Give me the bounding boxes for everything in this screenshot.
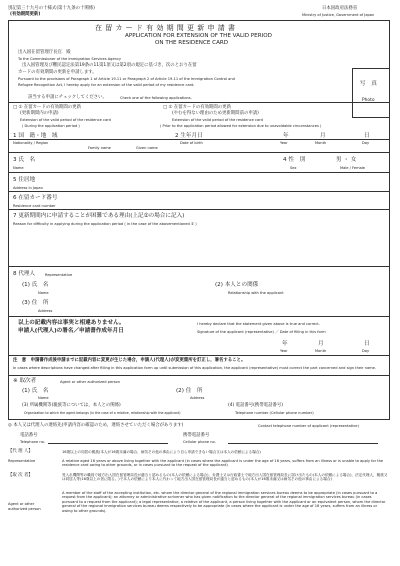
check-instruction-en: Check one of the following applications. xyxy=(120,96,192,100)
cell-label: 携帯電話番号 xyxy=(183,433,210,438)
rep-name-label: (1) 氏 名 xyxy=(22,282,49,288)
divider xyxy=(8,316,390,317)
rep-note-label: 【代 理 人】 xyxy=(8,449,33,454)
intro-ja-2: カードの有効期間の更新を申請します。 xyxy=(18,70,97,75)
declaration-ja: 以上の記載内容は事実と相違ありません。 xyxy=(18,320,125,326)
rep-note-en: A relative aged 16 years or above living together with the applicant (in cases where the applicant is under the age of 16 years, suffers from an illness or is unable to apply for the residence card owing to other grounds, or in cases pursuant to the request of the applicant) xyxy=(62,459,384,468)
form-title-en-2: ON THE RESIDENCE CARD xyxy=(155,40,229,46)
address-label: 5 住居地 xyxy=(13,177,36,183)
dob-month-en: Month xyxy=(315,141,327,145)
agent-org-label: (3) 所属機関等(親族等については，本人との関係) xyxy=(22,403,121,408)
tel-label-en: Telephone no. xyxy=(20,440,45,444)
nationality-label: 1 国 籍・地 域 xyxy=(13,133,58,139)
option-1[interactable]: □ ① 在留カードの有効期間の更新 xyxy=(13,105,81,110)
cell-label-en: Cellular phone no. xyxy=(183,440,216,444)
agent-address-label-en: Address xyxy=(190,396,205,400)
agent-title: ※ 取次者 xyxy=(13,378,37,384)
reason-label-en: Reason for difficulty in applying during the application period ( in the case of the abovementioned ② ) xyxy=(13,222,197,226)
divider xyxy=(8,355,390,356)
divider xyxy=(8,152,390,153)
agent-note-label: 【取 次 者】 xyxy=(8,473,33,478)
nationality-label-en: Nationality / Region xyxy=(13,141,49,145)
divider xyxy=(8,172,390,173)
dob-year-en: Year xyxy=(280,141,288,145)
form-label: 別記第三十九号の十様式(第十九条の十関係) xyxy=(8,6,95,11)
intro-ja-1: 出入国管理及び難民認定法第19条の11第1項又は第2項の規定に基づき，次のとおり在留 xyxy=(22,63,197,68)
given-name-label: Given name xyxy=(136,146,158,150)
declaration-en: I hereby declare that the statement given above is true and correct. xyxy=(197,322,320,326)
tel-label: 電話番号 xyxy=(20,433,38,438)
dob-day-en: Day xyxy=(362,141,370,145)
intro-en-1: Pursuant to the provisions of Paragraph 1 of Article 19-11 or Paragraph 2 of Article 19-11 of the Immigration Control and xyxy=(18,77,235,81)
contact-ja: ◎ 本人又は代理人の連絡先(申請内容の確認のため，連絡させていただく場合があります) xyxy=(8,423,184,428)
option-1-sub: (更新期間内の申請) xyxy=(20,111,59,116)
name-label: 3 氏 名 xyxy=(13,157,36,163)
option-2-sub: (やむを得ない理由のため更新期間前の申請) xyxy=(172,111,259,116)
card-number-label-en: Residence card number xyxy=(13,204,56,208)
ministry-en: Ministry of Justice, Government of Japan xyxy=(302,13,375,17)
photo-label-en: Photo xyxy=(362,98,375,103)
reason-label: 7 更新期間内に申請することが困難である理由(上記②の場合に記入) xyxy=(13,213,185,219)
agent-note-ja: 受入れ機関等の職員で地方出入国在留管理局長が適当と認めるもの(本人の依頼による場合)，弁護士又は行政書士で地方出入国在留管理局長に届け出たもの(本人の依頼による場合)，法定代理人，親族又は同居人等(16歳以上の者に限る。)で本人の依頼により本人に代わって地方出入国在留管理局長が適当と認めるもの(本人が16歳未満又は病気その他の事由による場合) xyxy=(62,473,388,482)
dob-day: 日 xyxy=(364,133,370,139)
sign-month-en: Month xyxy=(315,349,327,353)
intro-en-2: Refugee Recognition Act, I hereby apply for an extension of the valid period of my residence card. xyxy=(18,83,195,87)
dob-label: 2 生年月日 xyxy=(175,133,203,139)
agent-note-en: A member of the staff of the accepting institution, etc. whom the director general of the regional immigration services bureau deems to be appropriate (in cases pursuant to a request from the applicant); an attorney or administrative scrivener who has given notification to the director general of the regional immigration services bureau (in cases pursuant to a request from the applicant); a legal representative, a relative of the applicant, a person living together with the applicant or an equivalent person, whom the director general of the regional immigration services bureau deems respectively to be appropriate (in cases where the applicant is under the age of 16 years, suffers from an illness or owing to other grounds). xyxy=(62,491,386,513)
card-number-label: 6 在留カード番号 xyxy=(13,195,58,201)
rep-note-ja: 16歳以上の同居の親族(本人が16歳未満の場合，病気その他の事由により自ら申請できない場合又は本人の依頼による場合) xyxy=(62,450,261,454)
sign-day: 日 xyxy=(364,341,370,347)
photo-label: 写 真 xyxy=(360,81,377,87)
sex-label-en: Sex xyxy=(290,166,297,170)
form-title: 在 留 カ ー ド 有 効 期 間 更 新 申 請 書 xyxy=(95,24,236,32)
sex-value-en: Male / Female xyxy=(340,166,366,170)
name-label-en: Name xyxy=(13,166,24,170)
signature-label-en: Signature of the applicant (representative) ／ Date of filling in this form xyxy=(197,330,326,334)
address-label-en: Address in Japan xyxy=(13,186,43,190)
agent-tel-label: (4) 電話番号(携帯電話番号) xyxy=(228,403,283,408)
agent-note-en-label-2: authorized person xyxy=(8,507,41,511)
option-2[interactable]: □ ② 在留カードの有効期間の更新 xyxy=(163,105,231,110)
dob-year: 年 xyxy=(283,133,289,139)
dob-label-en: Date of birth xyxy=(180,141,203,145)
option-2-en-2: ( Prior to the application period allowed for extension due to unavoidable circumstances ) xyxy=(160,124,322,128)
agent-name-label-en: Name xyxy=(38,396,49,400)
cell-line xyxy=(228,443,378,444)
rep-title-en: Representative xyxy=(45,273,73,277)
dob-month: 月 xyxy=(320,133,326,139)
agent-address-label: (2) 住 所 xyxy=(176,388,203,394)
option-1-en: Extension of the valid period of the residence card xyxy=(20,118,111,122)
divider xyxy=(8,266,390,267)
agent-name-label: (1) 氏 名 xyxy=(22,388,49,394)
notice-ja: 注 意 申請書作成後申請までに記載内容に変更が生じた場合，申請人(代理人)が変更箇所を訂正し，署名すること。 xyxy=(13,358,246,363)
family-name-label: Family name xyxy=(88,146,111,150)
rep-name-label-en: Name xyxy=(38,291,49,295)
sign-year: 年 xyxy=(282,341,288,347)
sign-day-en: Day xyxy=(362,349,370,353)
divider xyxy=(8,191,390,192)
check-instruction: 該当する申請にチェックしてください。 xyxy=(28,95,107,100)
agent-note-en-label-1: Agent or other xyxy=(8,502,35,506)
ministry-ja: 日本国政府法務省 xyxy=(322,6,358,11)
rep-note-en-label: Representative xyxy=(8,459,36,463)
agent-title-en: Agent or other authorized person xyxy=(60,380,120,384)
signature-label: 申請人(代理人)の署名／申請書作成年月日 xyxy=(18,328,124,334)
option-1-en-2: ( During the application period ) xyxy=(22,124,80,128)
form-type: (有効期間更新) xyxy=(10,12,41,17)
sex-value[interactable]: 男 ・ 女 xyxy=(336,157,357,163)
agent-org-label-en: Organization to which the agent belongs (in the case of a relative, relationship with the applicant) xyxy=(24,411,181,415)
rep-address-label-en: Address xyxy=(38,309,53,313)
divider xyxy=(8,209,390,210)
tel-line xyxy=(48,443,168,444)
form-title-en-1: APPLICATION FOR EXTENSION OF THE VALID PERIOD xyxy=(125,33,272,39)
sign-month: 月 xyxy=(318,341,324,347)
option-2-en: Extension of the valid period of the residence card xyxy=(172,118,263,122)
rep-relation-label: (2) 本人との関係 xyxy=(215,282,259,288)
notice-en: In cases where descriptions have changed after filling in this application form up until submission of this application, the applicant (representative) must correct the part concerned and sign their name. xyxy=(13,366,377,370)
agent-tel-label-en: Telephone number (Cellular phone number) xyxy=(235,411,314,415)
rep-title: 8 代理人 xyxy=(13,271,36,277)
rep-relation-label-en: Relationship with the applicant xyxy=(228,291,284,295)
contact-en: Contact telephone number of applicant (representative) xyxy=(258,424,359,428)
divider xyxy=(8,375,390,376)
rep-address-label: (3) 住 所 xyxy=(22,300,49,306)
addressee-en: To the Commissioner of the Immigration Services Agency xyxy=(18,57,122,61)
sex-label: 4 性 別 xyxy=(283,157,306,163)
addressee: 出入国在留管理庁長官 殿 xyxy=(18,50,71,55)
sign-year-en: Year xyxy=(280,349,288,353)
